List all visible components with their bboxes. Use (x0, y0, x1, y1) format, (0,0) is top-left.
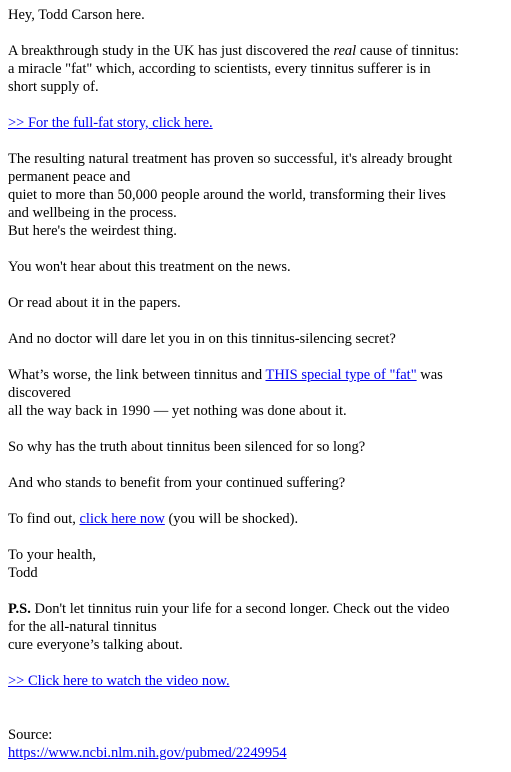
watch-video-link-row (8, 672, 508, 690)
intro-line-2: a miracle "fat" which, according to scientists, every tinnitus sufferer is in (8, 61, 431, 77)
ps-line-1: P.S. Don't let tinnitus ruin your life for a second longer. Check out the video (8, 601, 450, 617)
paragraph-news: You won't hear about this treatment on the news. (8, 259, 291, 275)
paragraph-fat-link (8, 366, 508, 420)
signoff-line-1: To your health, (8, 547, 96, 563)
source (8, 726, 508, 762)
signoff-name: Todd (8, 565, 38, 581)
fat-line-3: all the way back in 1990 — yet nothing was done about it. (8, 403, 347, 419)
paragraph-silenced: So why has the truth about tinnitus been silenced for so long? (8, 439, 366, 455)
intro-line-1: A breakthrough study in the UK has just discovered the real cause of tinnitus: (8, 43, 459, 59)
intro-line-3: short supply of. (8, 79, 99, 95)
source-url-link[interactable]: https://www.ncbi.nlm.nih.gov/pubmed/2249954 (8, 745, 287, 761)
postscript (8, 600, 508, 654)
source-label: Source: (8, 727, 53, 743)
full-fat-story-link[interactable]: >> For the full-fat story, click here. (8, 115, 213, 131)
treatment-line-1: The resulting natural treatment has proven so successful, it's already brought (8, 151, 453, 167)
fat-line-2: discovered (8, 385, 71, 401)
watch-video-link[interactable]: >> Click here to watch the video now. (8, 673, 230, 689)
paragraph-intro (8, 42, 508, 96)
ps-label: P.S. (8, 601, 31, 617)
treatment-line-3: quiet to more than 50,000 people around the world, transforming their lives (8, 187, 446, 203)
fat-line-1: What’s worse, the link between tinnitus and THIS special type of "fat" was (8, 367, 443, 383)
click-here-now-link[interactable]: click here now (79, 511, 165, 527)
paragraph-doctor: And no doctor will dare let you in on this tinnitus-silencing secret? (8, 331, 396, 347)
paragraph-find-out: To find out, click here now (you will be shocked). (8, 511, 299, 527)
greeting: Hey, Todd Carson here. (8, 7, 145, 23)
paragraph-papers: Or read about it in the papers. (8, 295, 181, 311)
ps-line-2: for the all-natural tinnitus (8, 619, 157, 635)
full-fat-story-link-row (8, 114, 508, 132)
paragraph-benefit: And who stands to benefit from your continued suffering? (8, 475, 346, 491)
ps-line-3: cure everyone’s talking about. (8, 637, 183, 653)
signoff (8, 546, 508, 582)
special-fat-link[interactable]: THIS special type of "fat" (265, 367, 417, 383)
treatment-line-4: and wellbeing in the process. (8, 205, 177, 221)
treatment-line-5: But here's the weirdest thing. (8, 223, 177, 239)
paragraph-treatment (8, 150, 508, 240)
treatment-line-2: permanent peace and (8, 169, 131, 185)
emphasis-real: real (333, 43, 357, 59)
